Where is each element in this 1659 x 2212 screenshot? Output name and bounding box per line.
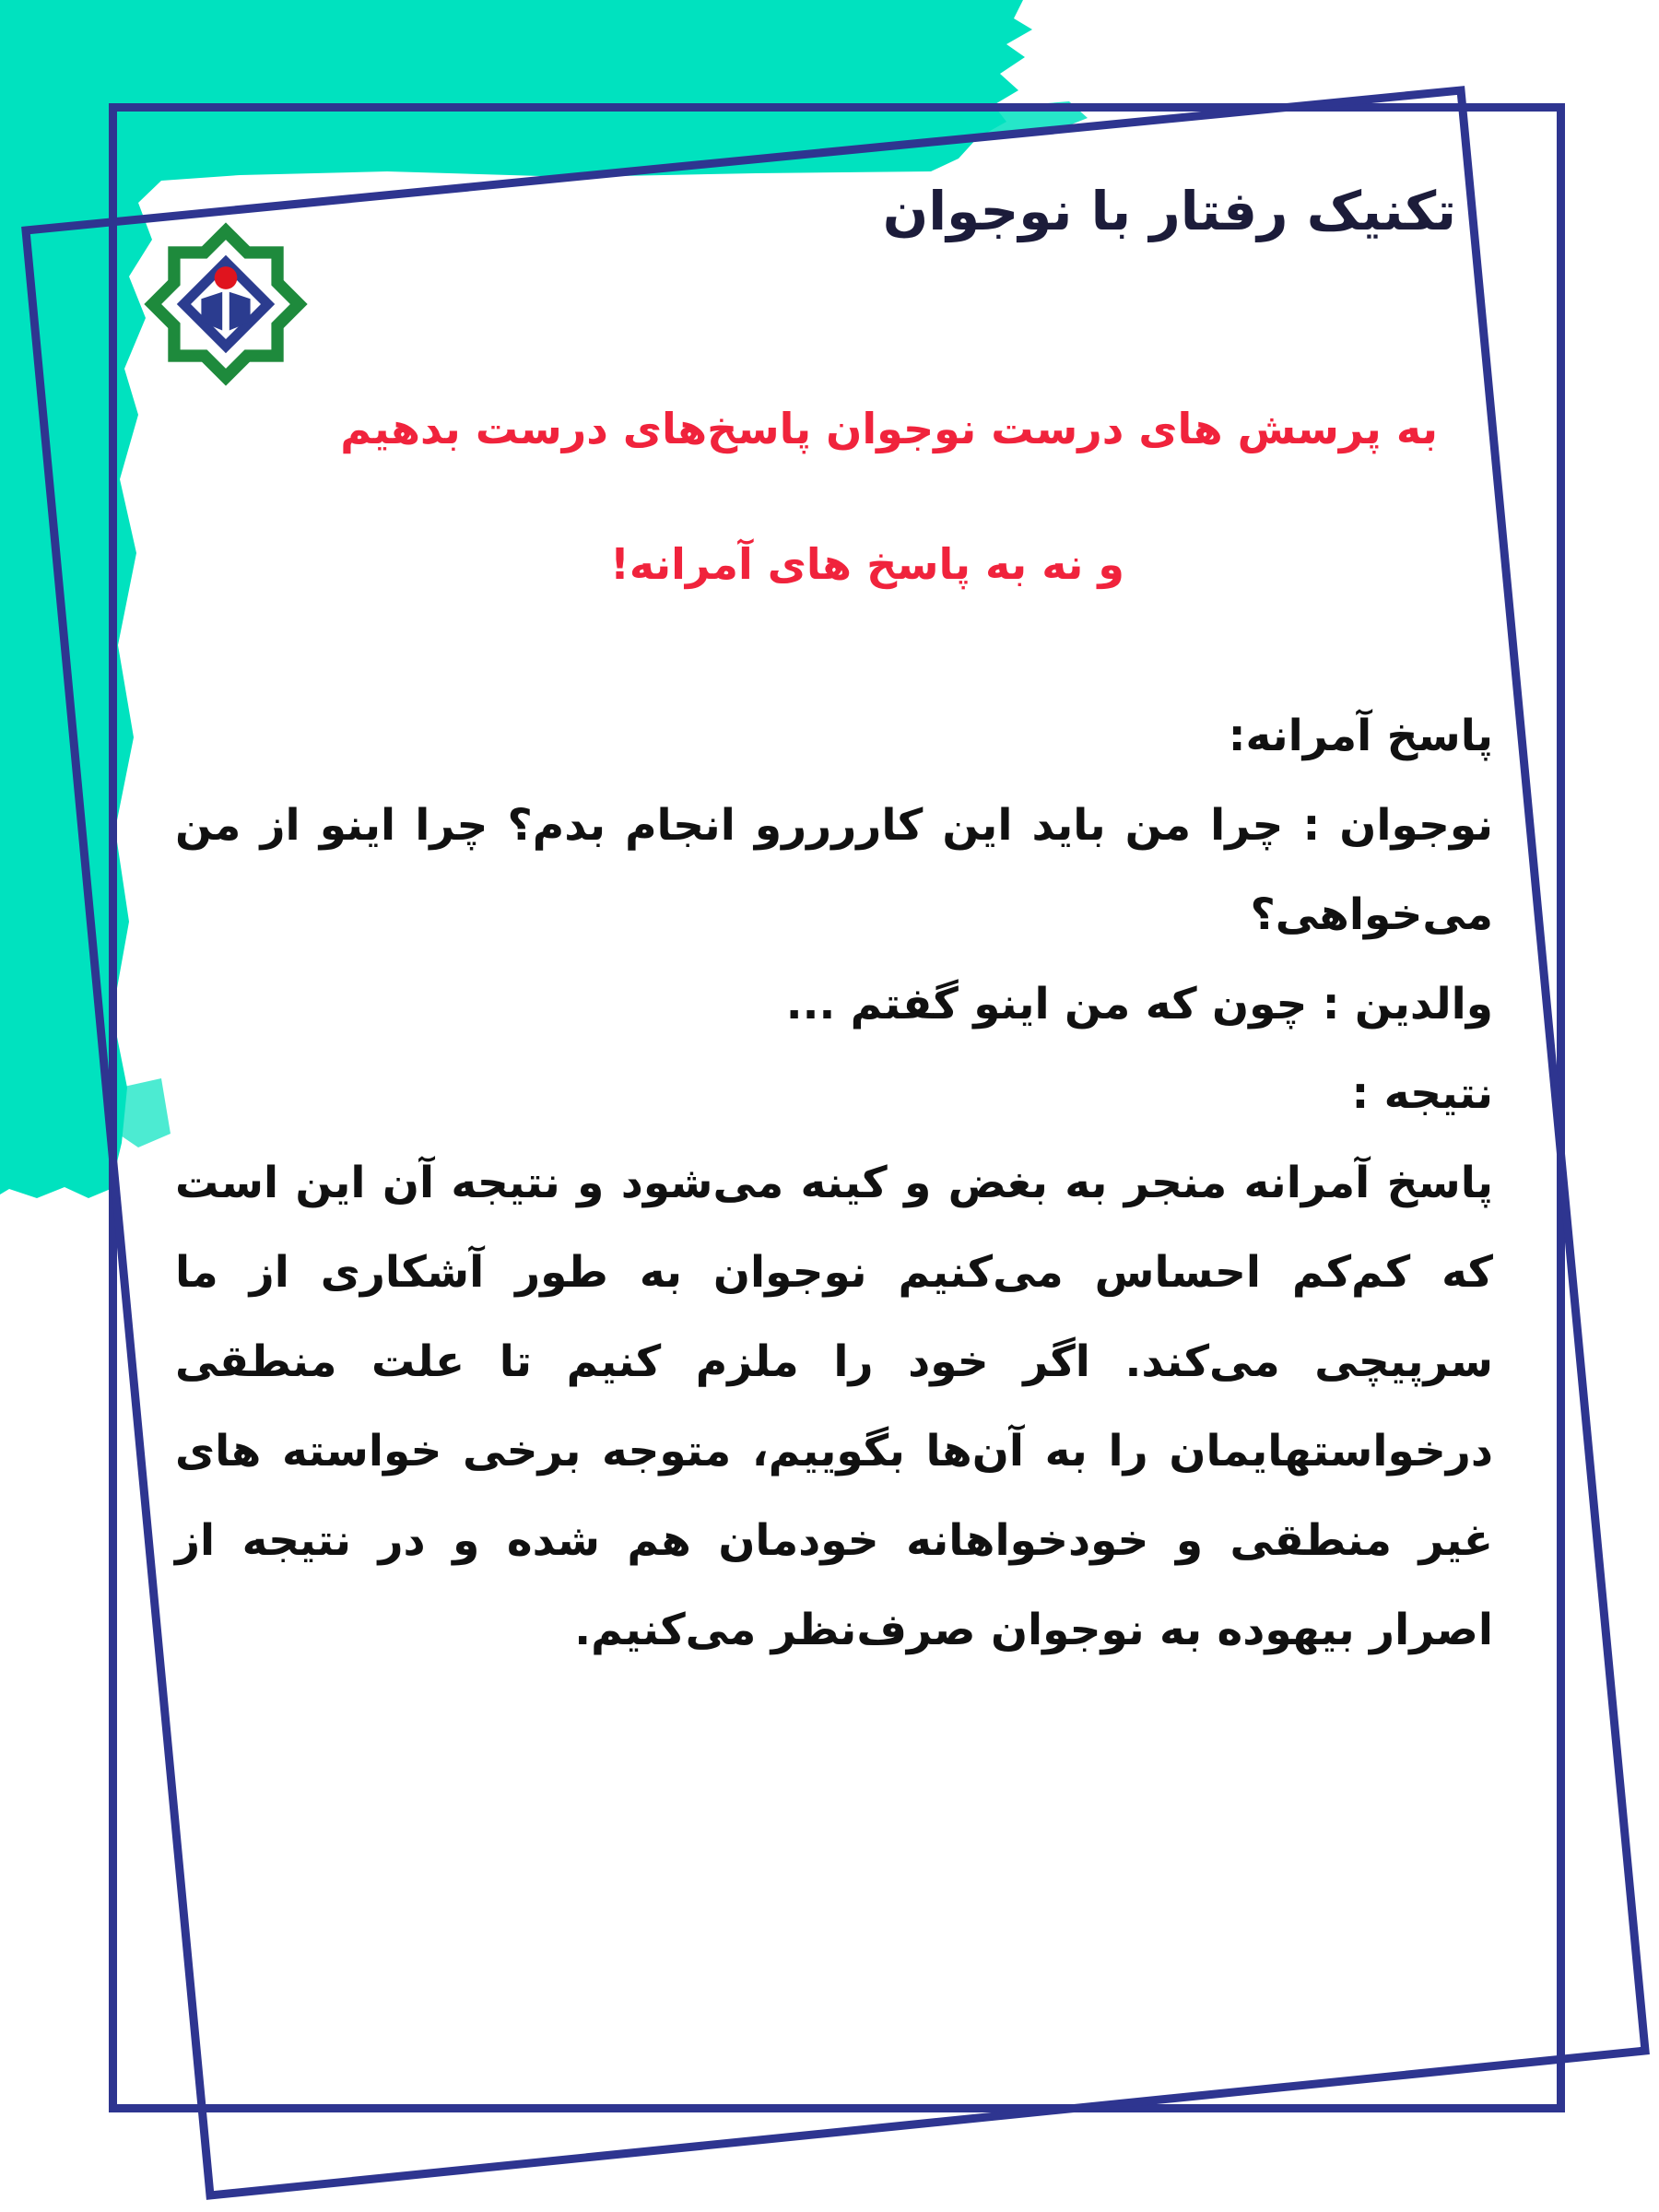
article-body <box>175 691 1493 1675</box>
octagram-book-emblem-icon <box>138 217 313 392</box>
subtitle-line-1: به پرسش های درست نوجوان پاسخ‌های درست بدهیم <box>340 404 1438 453</box>
page-title: تکنیک رفتار با نوجوان <box>882 180 1456 242</box>
result-label: نتیجه : <box>1351 1068 1493 1119</box>
teen-question: نوجوان : چرا من باید این کاررررو انجام بدم؟ چرا اینو از من می‌خواهی؟ <box>175 800 1493 940</box>
parent-answer: والدین : چون که من اینو گفتم ... <box>785 979 1493 1030</box>
result-paragraph: پاسخ آمرانه منجر به بغض و کینه می‌شود و نتیجه آن این است که کم‌کم احساس می‌کنیم نوجوان به طور آشکاری از ما سرپیچی می‌کند. اگر خود را ملزم کنیم تا علت منطقی درخواستهایمان را به آن‌ها بگوییم، متوجه برخی خواسته های غیر منطقی و خودخواهانه خودمان هم شده و در نتیجه از اصرار بیهوده به نوجوان صرف‌نظر می‌کنیم. <box>175 1158 1493 1655</box>
authoritarian-response-label: پاسخ آمرانه: <box>1228 711 1493 761</box>
subtitle-line-2: و نه به پاسخ های آمرانه! <box>609 539 1124 589</box>
